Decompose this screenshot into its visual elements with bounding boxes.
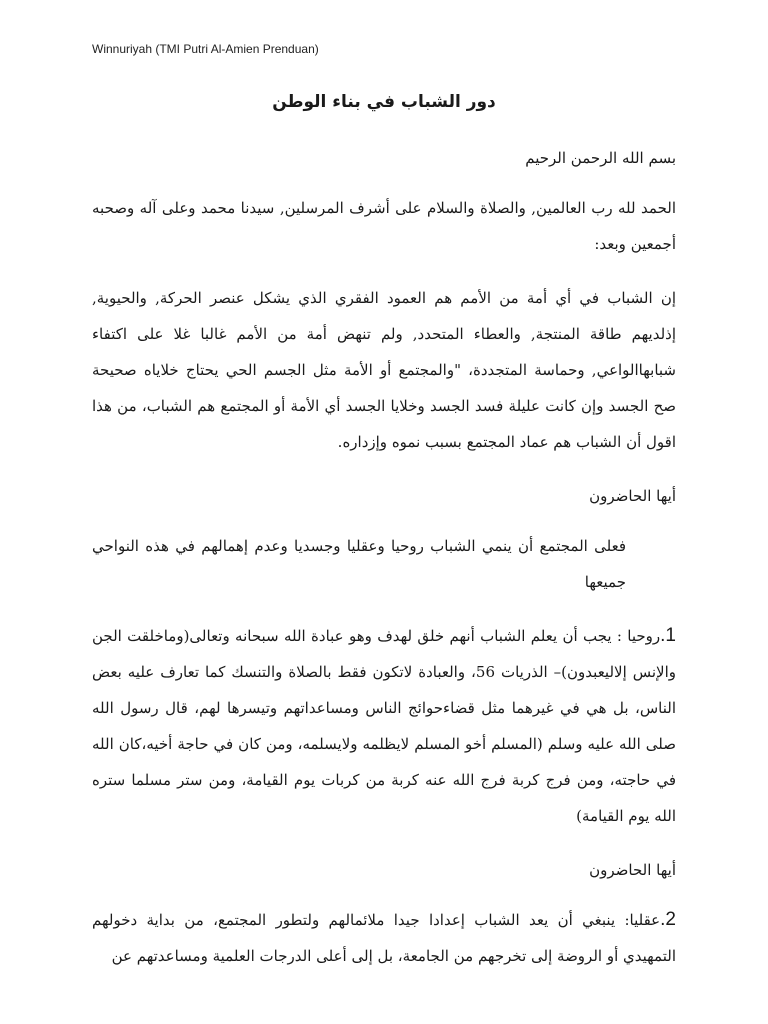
society-duty-paragraph: فعلى المجتمع أن ينمي الشباب روحيا وعقليا وجسديا وعدم إهمالهم في هذه النواحي جميعها (92, 537, 626, 591)
opening-paragraph: الحمد لله رب العالمين, والصلاة والسلام على أشرف المرسلين, سيدنا محمد وعلى آله وصحبه أجمعين وبعد: (92, 199, 676, 253)
point-1-paragraph (92, 618, 676, 834)
basmala: بسم الله الرحمن الرحيم (525, 149, 676, 167)
document-body (92, 140, 676, 992)
audience-address-2: أيها الحاضرون (589, 861, 676, 879)
point-1-number: 1. (660, 625, 676, 646)
point-2-text: عقليا: ينبغي أن يعد الشباب إعدادا جيدا ملائمالهم ولتطور المجتمع، من بداية دخولهم التمهيدي أو الروضة إلى تخرجهم من الجامعة، بل إلى أعلى الدرجات العلمية ومساعدتهم عن (92, 911, 676, 965)
document-title: دور الشباب في بناء الوطن (272, 92, 496, 112)
point-2-paragraph (92, 902, 676, 974)
point-1-text: روحيا : يجب أن يعلم الشباب أنهم خلق لهدف وهو عبادة الله سبحانه وتعالى(وماخلقت الجن والإنس إلاليعبدون)– الذريات 56، والعبادة لاتكون فقط بالصلاة والتنسك كما تعارف عليه بعض الناس، بل هي في غيرهما مثل قضاءحوائج الناس ومساعداتهم وتيسرها لهم، قال رسول الله صلى الله عليه وسلم (المسلم أخو المسلم لايظلمه ولايسلمه، ومن كان في حاجة أخيه،كان الله في حاجته، ومن فرج كربة فرج الله عنه كربة من كربات يوم القيامة، ومن ستر مسلما ستره الله يوم القيامة) (92, 627, 676, 825)
document-header-author: Winnuriyah (TMI Putri Al-Amien Prenduan) (92, 42, 319, 56)
intro-paragraph: إن الشباب في أي أمة من الأمم هم العمود الفقري الذي يشكل عنصر الحركة, والحيوية, إذلديهم طاقة المنتجة, والعطاء المتحدد, ولم تنهض أمة من الأمم غالبا غلا على اكتفاء شبابهاالواعي, وحماسة المتجددة، "والمجتمع أو الأمة مثل الجسم الحي يحتاج خلاياه صحيحة صح الجسد وإن كانت عليلة فسد الجسد وخلايا الجسد أي الأمة أو المجتمع هم الشباب، من هذا اقول أن الشباب هم عماد المجتمع بسبب نموه وإزداره. (92, 289, 676, 451)
audience-address-1: أيها الحاضرون (589, 487, 676, 505)
point-2-number: 2. (660, 909, 676, 930)
